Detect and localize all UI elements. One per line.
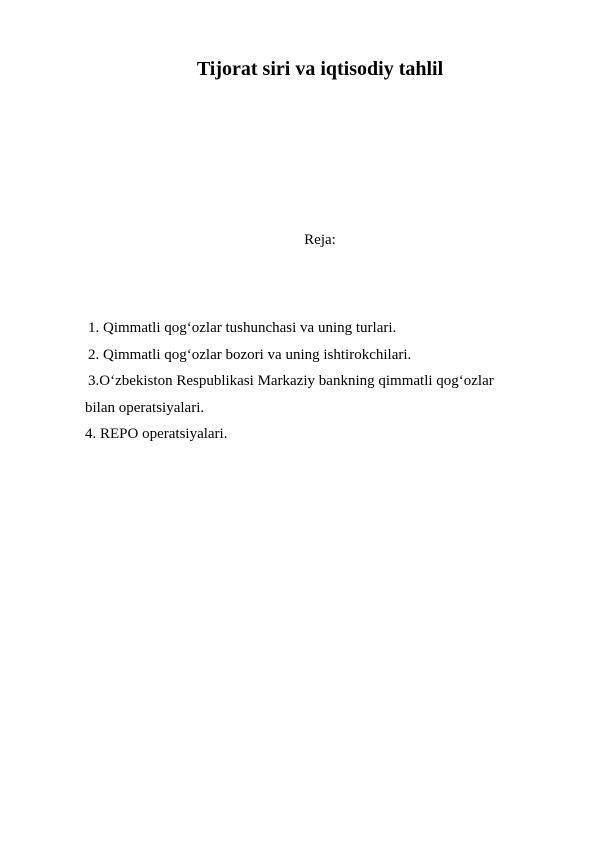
document-title: Tijorat siri va iqtisodiy tahlil — [196, 58, 444, 80]
plan-item-3: 3.O‘zbekiston Respublikasi Markaziy bankning qimmatli qog‘ozlar — [88, 373, 494, 389]
plan-item-3-continuation: bilan operatsiyalari. — [85, 399, 205, 416]
plan-list — [85, 315, 535, 448]
plan-item-4: 4. REPO operatsiyalari. — [85, 426, 228, 442]
plan-item-1: 1. Qimmatli qog‘ozlar tushunchasi va uning turlari. — [88, 320, 397, 336]
plan-heading: Reja: — [304, 232, 336, 248]
plan-item-2: 2. Qimmatli qog‘ozlar bozori va uning ishtirokchilari. — [88, 346, 412, 363]
